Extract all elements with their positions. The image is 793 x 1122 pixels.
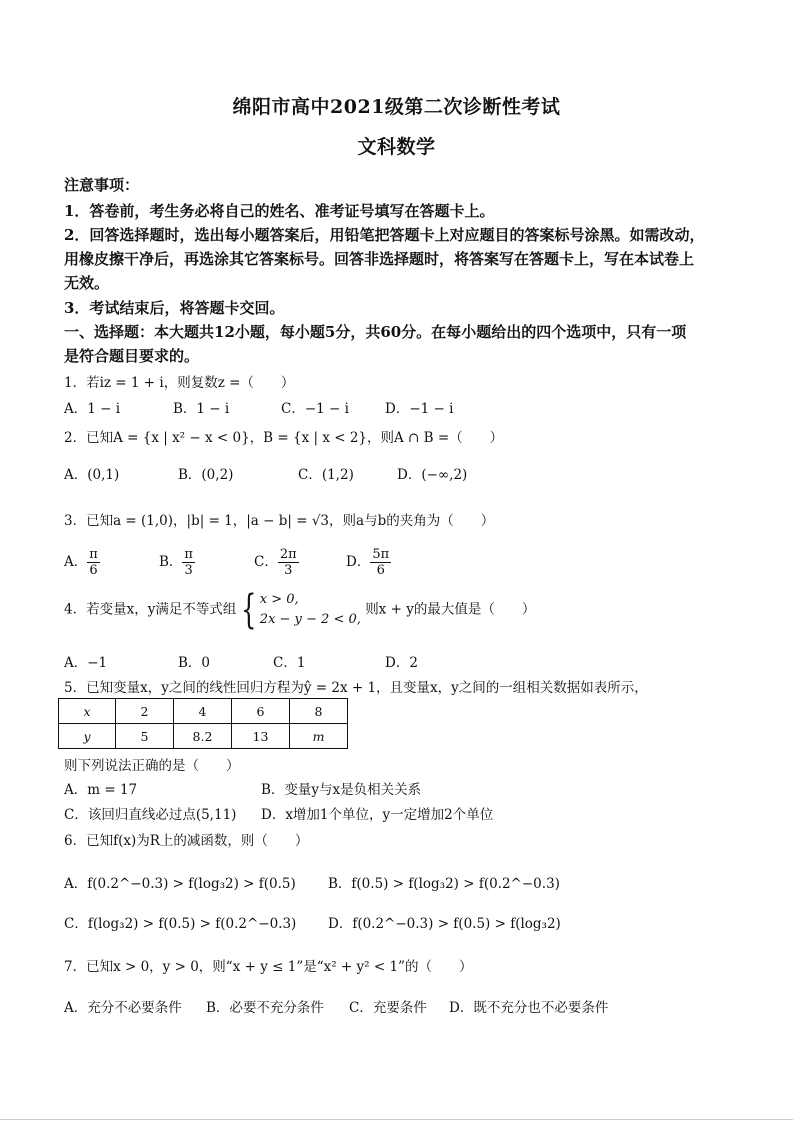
numerator: π [89,547,98,562]
question-2-option-a: A．(0,1) [64,467,120,483]
fraction [370,547,391,578]
table-cell: 13 [232,724,290,749]
fraction [278,547,299,578]
fraction [182,547,195,578]
table-cell: 6 [232,699,290,724]
question-5-option-a: A．m = 17 [64,782,138,798]
denominator: 6 [376,563,385,578]
question-6-option-a: A．f(0.2^−0.3) > f(log₃2) > f(0.5) [64,876,296,892]
table-row [59,699,348,724]
question-5-option-d: D．x增加1个单位，y一定增加2个单位 [261,807,494,823]
data-table [58,698,348,749]
question-5-option-b: B．变量y与x是负相关关系 [261,782,422,798]
exam-title: 绵阳市高中2021级第二次诊断性考试 [232,96,561,118]
option-label: C． [254,554,278,570]
table-cell: y [59,724,116,749]
notice-item-2-line-3: 无效。 [64,274,110,292]
notice-item-1: 1．答卷前，考生务必将自己的姓名、准考证号填写在答题卡上。 [64,202,495,220]
inequality-2: 2x − y − 2 < 0, [259,612,361,627]
page-bottom-divider [0,1119,793,1120]
question-1-option-d: D．−1 − i [385,401,454,417]
denominator: 3 [284,563,293,578]
question-2-stem: 2．已知A = {x | x² − x < 0}，B = {x | x < 2}，则A ∩ B =（ ） [64,430,504,446]
question-1-option-c: C．−1 − i [281,401,349,417]
question-7-option-b: B．必要不充分条件 [206,1000,324,1016]
left-brace-icon: { [241,587,257,633]
question-2-option-c: C．(1,2) [298,467,354,483]
question-3-stem: 3．已知a = (1,0)，|b| = 1，|a − b| = √3，则a与b的夹角为（ ） [64,513,495,529]
question-7-option-a: A．充分不必要条件 [64,1000,182,1016]
question-4-stem [64,587,733,633]
question-4-option-d: D．2 [385,655,418,671]
question-4-stem-end: 则x + y的最大值是（ ） [365,601,536,618]
table-cell: 8.2 [174,724,232,749]
notice-item-2-line-1: 2．回答选择题时，选出每小题答案后，用铅笔把答题卡上对应题目的答案标号涂黑。如需改动， [64,226,705,244]
question-5-stem: 5．已知变量x，y之间的线性回归方程为ŷ = 2x + 1，且变量x，y之间的一组相关数据如表所示， [64,680,648,696]
section-heading-line-2: 是符合题目要求的。 [64,347,200,365]
question-6-option-c: C．f(log₃2) > f(0.5) > f(0.2^−0.3) [64,916,297,932]
question-4-stem-start: 4．若变量x，y满足不等式组 [64,601,237,618]
question-6-option-d: D．f(0.2^−0.3) > f(0.5) > f(log₃2) [328,916,561,932]
question-4-option-c: C．1 [273,655,306,671]
table-cell: 8 [290,699,348,724]
question-3-option-d [346,547,391,578]
question-1-option-a: A．1 − i [64,401,121,417]
question-3-option-a [64,547,100,578]
question-5-follow: 则下列说法正确的是（ ） [64,758,240,774]
table-cell: 4 [174,699,232,724]
numerator: 5π [372,547,390,562]
table-cell: 5 [116,724,174,749]
option-label: B． [159,554,183,570]
table-cell: m [290,724,348,749]
inequality-system [260,590,361,630]
question-7-option-c: C．充要条件 [349,1000,427,1016]
option-label: D． [346,554,371,570]
table-cell: x [59,699,116,724]
question-7-option-d: D．既不充分也不必要条件 [449,1000,609,1016]
question-2-option-b: B．(0,2) [178,467,234,483]
question-1-stem: 1．若iz = 1 + i，则复数z =（ ） [64,375,295,391]
question-5-option-c: C．该回归直线必过点(5,11) [64,807,237,823]
denominator: 3 [184,563,193,578]
question-4-option-b: B．0 [178,655,211,671]
question-6-stem: 6．已知f(x)为R上的减函数，则（ ） [64,833,309,849]
question-3-option-c [254,547,299,578]
notice-item-3: 3．考试结束后，将答题卡交回。 [64,299,285,317]
table-row [59,724,348,749]
inequality-1: x > 0, [259,592,299,607]
question-3-option-b [159,547,195,578]
question-7-stem: 7．已知x > 0，y > 0，则“x + y ≤ 1”是“x² + y² < 1”的（ ） [64,959,473,975]
notice-heading: 注意事项： [64,176,140,194]
section-heading-line-1: 一、选择题：本大题共12小题，每小题5分，共60分。在每小题给出的四个选项中，只有一项 [64,323,687,341]
question-4-option-a: A．−1 [64,655,108,671]
question-1-option-b: B．1 − i [173,401,230,417]
numerator: 2π [279,547,297,562]
table-cell: 2 [116,699,174,724]
fraction [87,547,100,578]
notice-item-2-line-2: 用橡皮擦干净后，再选涂其它答案标号。回答非选择题时，将答案写在答题卡上，写在本试卷上 [64,250,695,268]
question-6-option-b: B．f(0.5) > f(log₃2) > f(0.2^−0.3) [328,876,560,892]
exam-subtitle: 文科数学 [357,136,436,158]
denominator: 6 [89,563,98,578]
numerator: π [184,547,193,562]
option-label: A． [64,554,88,570]
question-2-option-d: D．(−∞,2) [397,467,468,483]
